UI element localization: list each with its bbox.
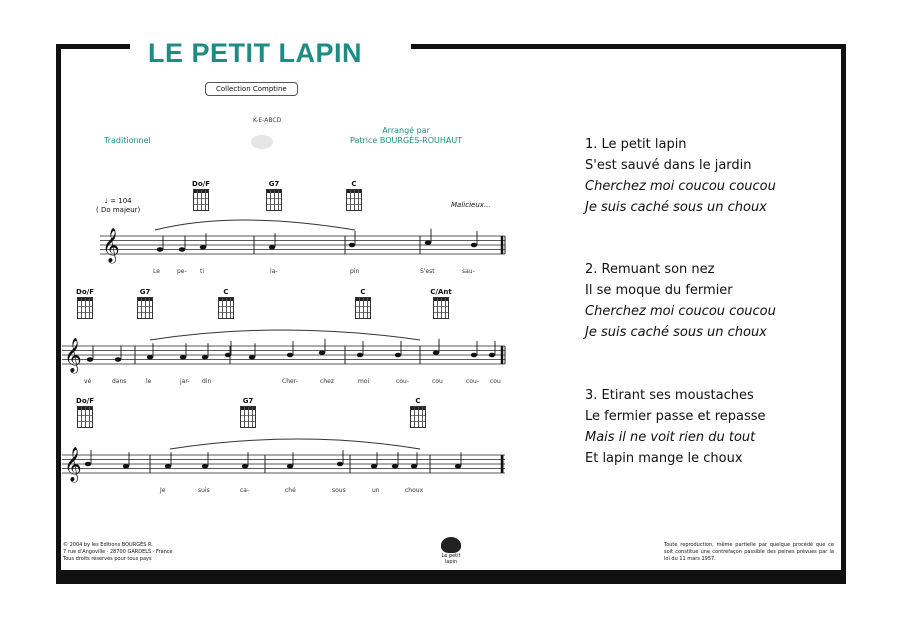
phrase-slur xyxy=(155,220,355,230)
lyric-syllable: din xyxy=(202,378,212,385)
lyric-syllable: ti xyxy=(200,268,205,275)
lyric-syllable: ché xyxy=(285,487,296,494)
verse-1 xyxy=(585,134,776,218)
lyric-syllable: cou- xyxy=(396,378,409,385)
catalog-number: K-E-ABCD xyxy=(253,117,282,124)
lyric-syllable: choux xyxy=(405,487,424,494)
lyric-syllable: sous xyxy=(332,487,346,494)
verse-line: Cherchez moi coucou coucou xyxy=(585,179,776,194)
note-head xyxy=(392,464,398,469)
note-head xyxy=(337,462,343,467)
note-head xyxy=(319,350,325,355)
note-head xyxy=(249,355,255,360)
note-head xyxy=(115,357,121,362)
note-head xyxy=(200,245,206,250)
verse-line: 2. Remuant son nez xyxy=(585,262,715,277)
lyric-syllable: un xyxy=(372,487,380,494)
note-head xyxy=(225,353,231,358)
lyric-syllable: sau- xyxy=(462,268,475,275)
lyric-syllable: cou xyxy=(432,378,443,385)
note-head xyxy=(455,464,461,469)
chord-name: G7 xyxy=(139,288,151,296)
origin-label: Traditionnel xyxy=(104,136,151,145)
chord-name: C xyxy=(351,180,357,188)
note-head xyxy=(433,350,439,355)
chord-name: C xyxy=(415,397,421,405)
publisher-logo xyxy=(436,537,466,565)
chord-name: C xyxy=(223,288,229,296)
song-title: LE PETIT LAPIN xyxy=(148,38,363,68)
note-head xyxy=(471,353,477,358)
note-head xyxy=(489,353,495,358)
lyric-syllable: cou xyxy=(490,378,501,385)
treble-clef-icon: 𝄞 xyxy=(64,338,82,373)
note-head xyxy=(425,240,431,245)
verse-line: Mais il ne voit rien du tout xyxy=(585,430,756,445)
lyric-syllable: chez xyxy=(320,378,334,385)
note-head xyxy=(123,464,129,469)
lyric-syllable: cou- xyxy=(466,378,479,385)
chord-name: Do/F xyxy=(192,180,210,188)
copyright-line: Tous droits réservés pour tous pays xyxy=(63,556,152,562)
note-head xyxy=(179,247,185,252)
copyright-line: 7 rue d'Angoville · 28700 GARDELS · France xyxy=(63,549,173,555)
verse-line: Je suis caché sous un choux xyxy=(585,200,767,215)
copyright-notice xyxy=(63,542,173,563)
verse-line: Et lapin mange le choux xyxy=(585,451,743,466)
chord-name: C xyxy=(360,288,366,296)
note-head xyxy=(202,464,208,469)
lyric-syllable: le xyxy=(146,378,152,385)
note-head xyxy=(180,355,186,360)
note-head xyxy=(411,464,417,469)
arranger-name: Patrice BOURGÈS-ROUHAUT xyxy=(350,136,463,145)
note-head xyxy=(357,353,363,358)
lyric-syllable: S'est xyxy=(420,268,435,275)
note-head xyxy=(157,247,163,252)
verse-line: Je suis caché sous un choux xyxy=(585,325,767,340)
verse-line: Il se moque du fermier xyxy=(585,283,733,298)
rabbit-logo-icon xyxy=(441,537,461,553)
note-head xyxy=(287,353,293,358)
note-head xyxy=(269,245,275,250)
lyric-syllable: Cher- xyxy=(282,378,298,385)
note-head xyxy=(87,357,93,362)
note-head xyxy=(242,464,248,469)
lyric-syllable: suis xyxy=(198,487,210,494)
note-head xyxy=(349,243,355,248)
verse-line: Le fermier passe et repasse xyxy=(585,409,766,424)
chord-name: Do/F xyxy=(76,397,94,405)
treble-clef-icon: 𝄞 xyxy=(102,228,120,263)
chord-name: G7 xyxy=(242,397,254,405)
note-head xyxy=(202,355,208,360)
lyric-syllable: dans xyxy=(112,378,127,385)
note-head xyxy=(147,355,153,360)
lyric-syllable: pin xyxy=(350,268,360,275)
lyric-syllable: ca- xyxy=(240,487,250,494)
lyric-syllable: Le xyxy=(153,268,160,275)
note-head xyxy=(165,464,171,469)
lyric-syllable: moi xyxy=(358,378,370,385)
phrase-slur xyxy=(150,330,420,340)
note-head xyxy=(395,353,401,358)
note-head xyxy=(287,464,293,469)
verse-line: Cherchez moi coucou coucou xyxy=(585,304,776,319)
verse-2 xyxy=(585,259,776,343)
chord-name: Do/F xyxy=(76,288,94,296)
chord-name: G7 xyxy=(268,180,280,188)
treble-clef-icon: 𝄞 xyxy=(64,447,82,482)
verse-line: 1. Le petit lapin xyxy=(585,137,687,152)
chord-name: C/Ant xyxy=(430,288,452,296)
verse-3 xyxy=(585,385,766,469)
lyric-syllable: vé xyxy=(84,378,92,385)
key-signature: ( Do majeur) xyxy=(96,206,141,214)
note-head xyxy=(471,243,477,248)
verse-line: S'est sauvé dans le jardin xyxy=(585,158,752,173)
lyric-syllable: Je xyxy=(160,487,166,494)
collection-label: Collection Comptine xyxy=(216,85,287,93)
lyric-syllable: jar- xyxy=(180,378,190,385)
expression-marking: Malicieux... xyxy=(451,201,491,209)
legal-notice: Toute reproduction, même partielle par quelque procédé que ce soit constitue une contrefaçon passible des peines prévues par la loi du 11 mars 1957. xyxy=(664,542,834,562)
publisher-caption: Le petit lapin xyxy=(441,553,461,565)
note-head xyxy=(85,462,91,467)
tempo-value: ♩ = 104 xyxy=(104,197,132,205)
verse-line: 3. Etirant ses moustaches xyxy=(585,388,754,403)
note-head xyxy=(371,464,377,469)
phrase-slur xyxy=(170,439,420,449)
lyric-syllable: la- xyxy=(270,268,278,275)
arranger-label: Arrangé par xyxy=(382,126,430,135)
copyright-line: © 2004 by les Editions BOURGÈS R. xyxy=(63,542,153,548)
lyric-syllable: pe- xyxy=(177,268,187,275)
